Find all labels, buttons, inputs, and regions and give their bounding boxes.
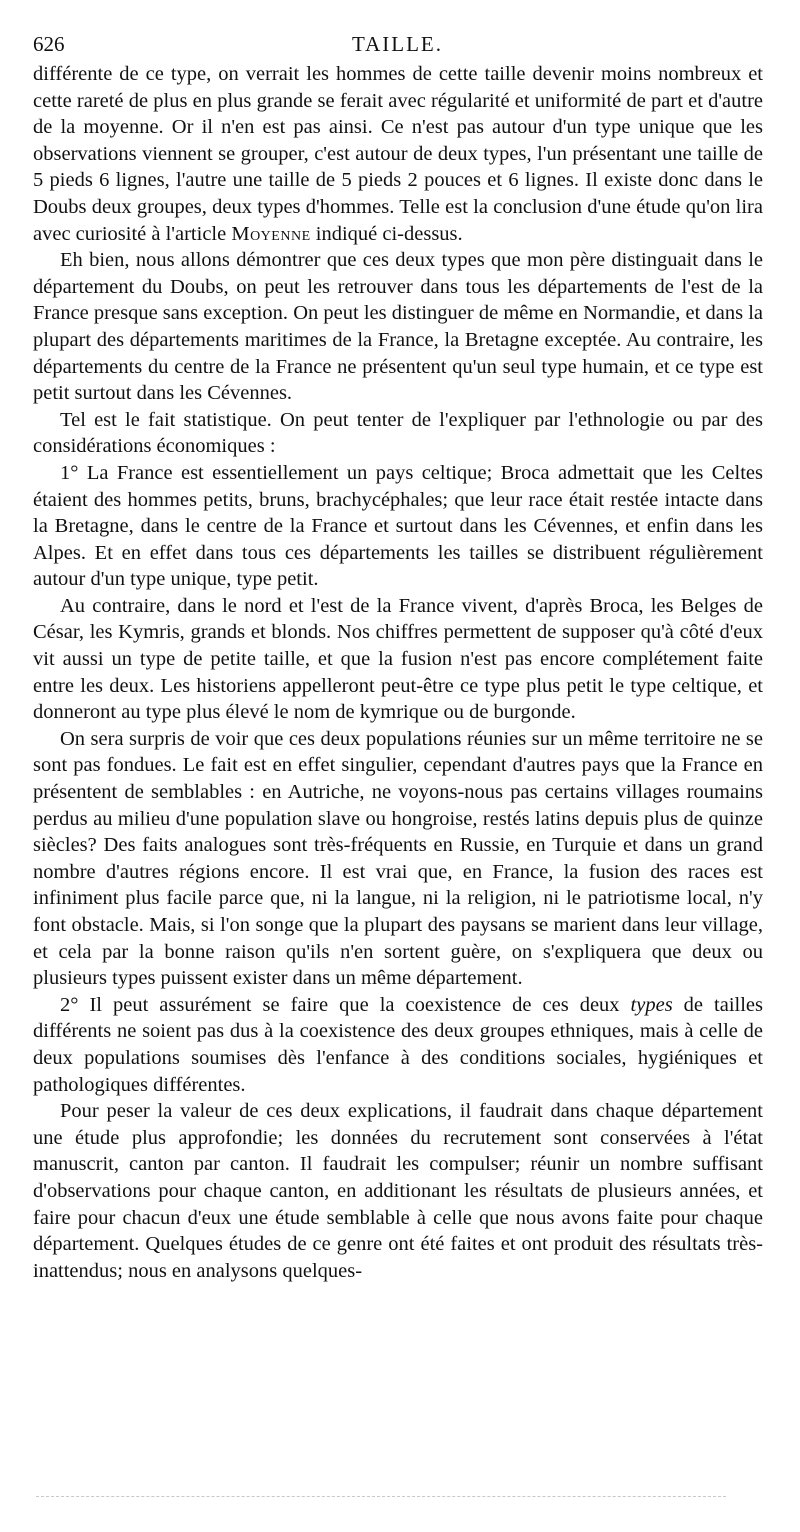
paragraph-4: 1° La France est essentiellement un pays celtique; Broca admettait que les Celtes étaient des hommes petits, bruns, brachycéphales; que leur race était restée intacte dans la Bretagne, dans le centre de la France et surtout dans les Cévennes, et enfin dans les Alpes. Et en effet dans tous ces départements les tailles se distribuent régulièrement autour d'un type unique, type petit. <box>33 461 763 591</box>
paragraph-3: Tel est le fait statistique. On peut tenter de l'expliquer par l'ethnologie ou par des considérations économiques : <box>33 408 763 458</box>
paragraph-7-start: 2° Il peut assurément se faire que la coexistence de ces deux <box>60 993 631 1016</box>
running-title: TAILLE. <box>351 32 444 56</box>
paragraph-2: Eh bien, nous allons démontrer que ces deux types que mon père distinguait dans le département du Doubs, on peut les retrouver dans tous les départements de l'est de la France presque sans exception. On peut les distinguer de même en Normandie, et dans la plupart des départements maritimes de la France, la Bretagne exceptée. Au contraire, les départements du centre de la France ne présentent qu'un seul type humain, et ce type est petit surtout dans les Cévennes. <box>33 249 763 405</box>
paragraph-1 <box>33 61 763 247</box>
paragraph-7 <box>33 992 763 1098</box>
paragraph-8: Pour peser la valeur de ces deux explications, il faudrait dans chaque département une étude plus approfondie; les données du recrutement sont conservées à l'état manuscrit, canton par canton. Il faudrait les compulser; réunir un nombre suffisant d'observations pour chaque canton, en additionant les résultats de plusieurs années, et faire pour chacun d'eux une étude semblable à celle que nous avons faite pour chaque département. Quelques études de ce genre ont été faites et ont produit des résultats très-inattendus; nous en analysons quelques- <box>33 1100 763 1282</box>
paragraph-7-end: de tailles différents ne soient pas dus à la coexistence des deux groupes ethniques, mais à celle de deux populations soumises dès l'enfance à des conditions sociales, hygiéniques et pathologiques différentes. <box>33 993 763 1096</box>
paragraph-1-end: indiqué ci-dessus. <box>310 222 463 245</box>
paragraph-5: Au contraire, dans le nord et l'est de la France vivent, d'après Broca, les Belges de César, les Kymris, grands et blonds. Nos chiffres permettent de supposer qu'à côté d'eux vit aussi un type de petite taille, et que la fusion n'est pas encore complétement faite entre les deux. Les historiens appelleront peut-être ce type plus petit le type celtique, et donneront au type plus élevé le nom de kymrique ou de burgonde. <box>33 594 763 724</box>
paragraph-1-text: différente de ce type, on verrait les hommes de cette taille devenir moins nombreux et cette rareté de plus en plus grande se ferait avec régularité et uniformité de part et d'autre de la moyenne. Or il n'en est pas ainsi. Ce n'est pas autour d'un type unique que les observations viennent se grouper, c'est autour de deux types, l'un présentant une taille de 5 pieds 6 lignes, l'autre une taille de 5 pieds 2 pouces et 6 lignes. Il existe donc dans le Doubs deux groupes, deux types d'hommes. Telle est la conclusion d'une étude qu'on lira avec curiosité à l'article <box>33 63 763 245</box>
article-reference: Moyenne <box>231 222 311 245</box>
emphasized-word: types <box>630 993 673 1016</box>
body-text <box>33 61 763 1284</box>
footer-rule <box>36 1496 726 1497</box>
paragraph-6: On sera surpris de voir que ces deux populations réunies sur un même territoire ne se sont pas fondues. Le fait est en effet singulier, cependant d'autres pays que la France en présentent de semblables : en Autriche, ne voyons-nous pas certains villages roumains perdus au milieu d'une population slave ou hongroise, restés latins depuis plus de quinze siècles? Des faits analogues sont très-fréquents en Russie, en Turquie et dans un grand nombre d'autres régions encore. Il est vrai que, en France, la fusion des races est infiniment plus facile parce que, ni la langue, ni la religion, ni le patriotisme local, n'y font obstacle. Mais, si l'on songe que la plupart des paysans se marient dans leur village, et cela par la bonne raison qu'ils n'en sortent guère, on s'expliquera que deux ou plusieurs types puissent exister dans un même département. <box>33 727 763 990</box>
page-number: 626 <box>33 32 65 56</box>
page-header <box>33 31 762 57</box>
